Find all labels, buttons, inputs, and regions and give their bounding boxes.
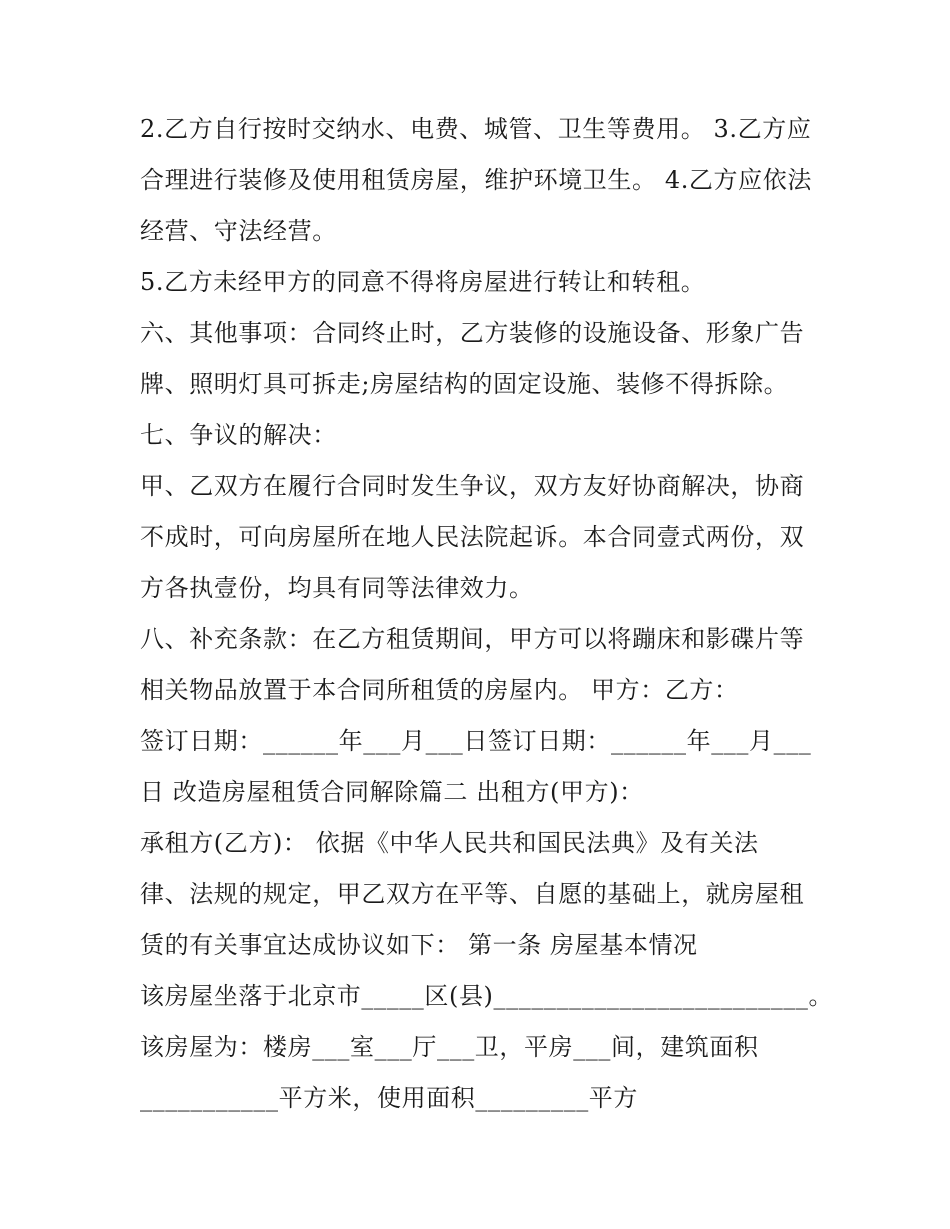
text-line: 八、补充条款：在乙方租赁期间，甲方可以将蹦床和影碟片等 <box>140 625 805 653</box>
text-line: 方各执壹份，均具有同等法律效力。 <box>140 574 534 602</box>
text-line: 承租方(乙方)： 依据《中华人民共和国民法典》及有关法 <box>140 829 759 857</box>
text-line: 律、法规的规定，甲乙双方在平等、自愿的基础上，就房屋租 <box>140 880 805 908</box>
text-line: 该房屋为：楼房___室___厅___卫，平房___间，建筑面积 <box>140 1033 759 1061</box>
text-line: 签订日期：______年___月___日签订日期：______年___月___ <box>140 727 812 755</box>
text-line: 七、争议的解决： <box>140 421 337 449</box>
text-line: 日 改造房屋租赁合同解除篇二 出租方(甲方)： <box>140 778 644 806</box>
text-line: 经营、守法经营。 <box>140 217 337 245</box>
text-line: 该房屋坐落于北京市_____区(县)_________________________。 <box>140 982 834 1010</box>
text-line: 2.乙方自行按时交纳水、电费、城管、卫生等费用。 3.乙方应 <box>140 115 812 143</box>
text-line: 赁的有关事宜达成协议如下： 第一条 房屋基本情况 <box>140 931 698 959</box>
text-line: 甲、乙双方在履行合同时发生争议，双方友好协商解决，协商 <box>140 472 805 500</box>
text-line: 5.乙方未经甲方的同意不得将房屋进行转让和转租。 <box>140 268 706 296</box>
text-line: 不成时，可向房屋所在地人民法院起诉。本合同壹式两份，双 <box>140 523 805 551</box>
text-line: 相关物品放置于本合同所租赁的房屋内。 甲方：乙方： <box>140 676 739 704</box>
text-line: 合理进行装修及使用租赁房屋，维护环境卫生。 4.乙方应依法 <box>140 166 812 194</box>
text-line: 六、其他事项：合同终止时，乙方装修的设施设备、形象广告 <box>140 319 805 347</box>
text-line: ___________平方米，使用面积_________平方 <box>140 1084 638 1112</box>
text-line: 牌、照明灯具可拆走;房屋结构的固定设施、装修不得拆除。 <box>140 370 789 398</box>
